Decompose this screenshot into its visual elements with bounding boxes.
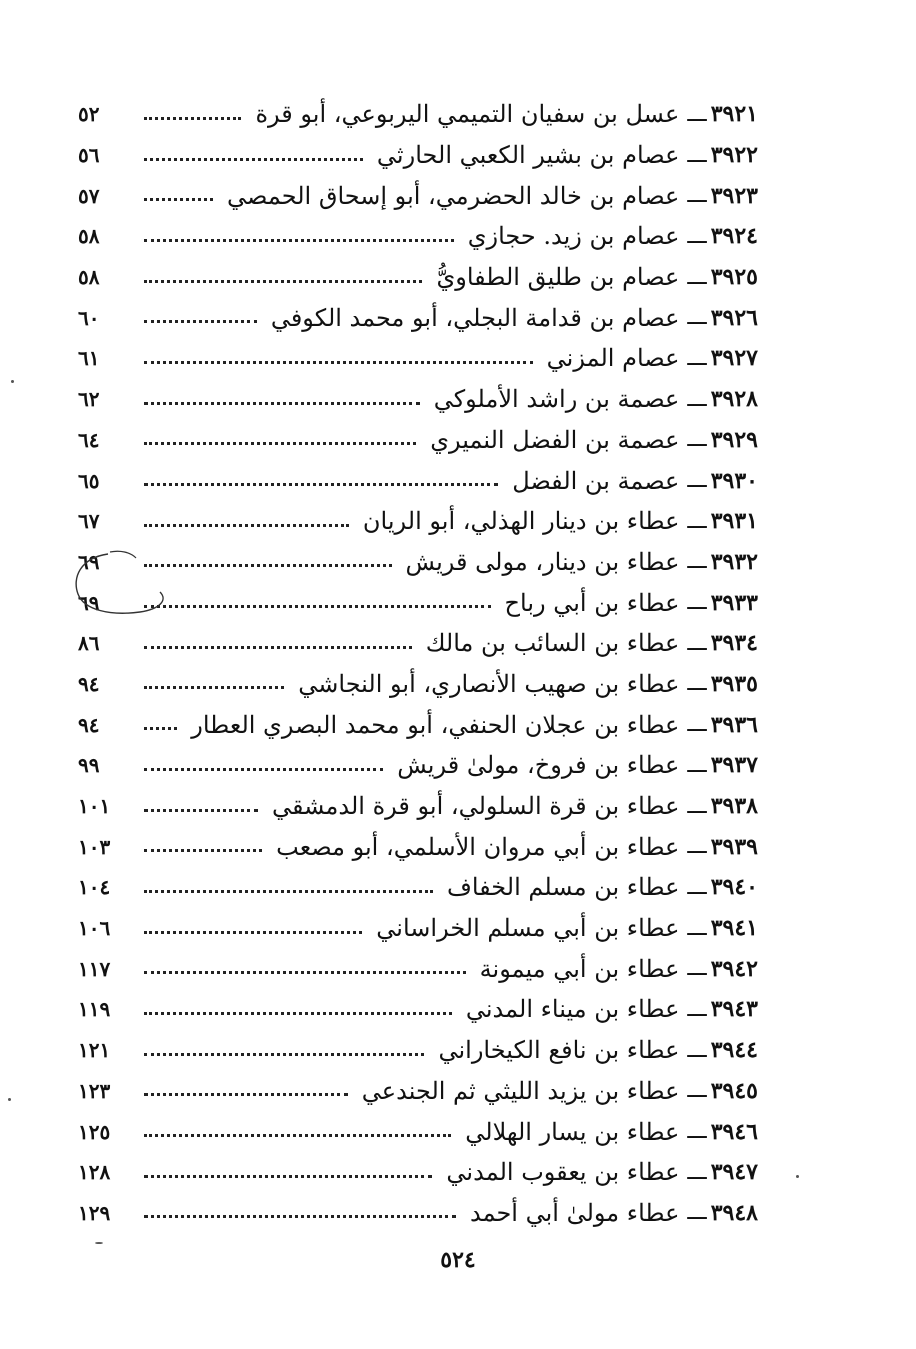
entry-page-number: ٩٩: [78, 753, 100, 778]
entry-dash: ـــ: [687, 834, 707, 860]
entry-dash: ـــ: [687, 386, 707, 412]
entry-dash: ـــ: [687, 752, 707, 778]
dot-leader: [144, 646, 412, 649]
entry-name: عصام المزني: [546, 344, 680, 373]
toc-entry: [78, 379, 758, 420]
dot-leader: [144, 971, 466, 974]
entry-dash: ـــ: [687, 630, 707, 656]
entry-page-number: ١٠٤: [78, 875, 111, 900]
entry-number: ٣٩٤٧: [710, 1159, 758, 1186]
entry-dash: ـــ: [687, 101, 707, 127]
dot-leader: [144, 117, 241, 120]
entry-page-number: ٩٤: [78, 671, 100, 696]
page-speck: [796, 1175, 799, 1178]
entry-dash: ـــ: [687, 915, 707, 941]
toc-entry: [78, 338, 758, 379]
toc-entry: [78, 786, 758, 827]
toc-entry: [78, 175, 758, 216]
toc-entry: [78, 745, 758, 786]
dot-leader: [144, 280, 422, 283]
dot-leader: [144, 198, 213, 201]
entry-dash: ـــ: [687, 956, 707, 982]
entry-name: عطاء بن أبي مسلم الخراساني: [376, 914, 680, 943]
toc-entry: [78, 582, 758, 623]
entry-number: ٣٩٣١: [710, 508, 758, 535]
entry-dash: ـــ: [687, 1078, 707, 1104]
toc-entry: [78, 1193, 758, 1234]
entry-name: عصام بن طليق الطفاويُّ: [436, 263, 680, 292]
entry-name: عصمة بن الفضل: [512, 466, 680, 495]
entry-number: ٣٩٤٥: [710, 1077, 758, 1104]
entry-name: عطاء بن فروخ، مولىٰ قريش: [397, 751, 680, 780]
toc-entry: [78, 297, 758, 338]
entry-page-number: ١٢١: [78, 1038, 111, 1063]
dot-leader: [144, 1215, 456, 1218]
entry-name: عطاء بن يزيد الليثي ثم الجندعي: [361, 1076, 680, 1105]
entry-page-number: ٩٤: [78, 712, 100, 737]
dot-leader: [144, 483, 498, 486]
entry-number: ٣٩٣٢: [710, 548, 758, 575]
entry-number: ٣٩٤٢: [710, 955, 758, 982]
toc-entry: [78, 1071, 758, 1112]
entry-number: ٣٩٣٠: [710, 467, 758, 494]
entry-name: عطاء بن قرة السلولي، أبو قرة الدمشقي: [271, 792, 680, 821]
entry-number: ٣٩٢٨: [710, 386, 758, 413]
entry-name: عصام بن خالد الحضرمي، أبو إسحاق الحمصي: [227, 181, 680, 210]
toc-entry: [78, 542, 758, 583]
entry-name: عطاء بن عجلان الحنفي، أبو محمد البصري العطار: [191, 710, 680, 739]
dot-leader: [144, 442, 416, 445]
dot-leader: [144, 1134, 451, 1137]
entry-name: عطاء بن يعقوب المدني: [446, 1158, 680, 1187]
entry-name: عطاء بن أبي مروان الأسلمي، أبو مصعب: [276, 832, 680, 861]
entry-name: عطاء مولىٰ أبي أحمد: [470, 1198, 680, 1227]
toc-entry: [78, 623, 758, 664]
entry-page-number: ١٠٣: [78, 834, 111, 859]
entry-page-number: ١٠١: [78, 794, 111, 819]
toc-entry: [78, 420, 758, 461]
toc-entry: [78, 460, 758, 501]
entry-number: ٣٩٤١: [710, 915, 758, 942]
entry-dash: ـــ: [687, 590, 707, 616]
entry-dash: ـــ: [687, 874, 707, 900]
entry-page-number: ١٢٩: [78, 1200, 111, 1225]
entry-dash: ـــ: [687, 671, 707, 697]
entry-page-number: ٦٥: [78, 468, 100, 493]
entry-number: ٣٩٤٨: [710, 1199, 758, 1226]
entry-page-number: ٦١: [78, 346, 100, 371]
entry-number: ٣٩٢٩: [710, 426, 758, 453]
toc-entry: [78, 135, 758, 176]
entry-dash: ـــ: [687, 264, 707, 290]
entry-page-number: ١٢٥: [78, 1119, 111, 1144]
entry-number: ٣٩٤٠: [710, 874, 758, 901]
entry-page-number: ٦٩: [78, 549, 100, 574]
page-number: ٥٢٤: [440, 1247, 476, 1273]
entry-dash: ـــ: [687, 1037, 707, 1063]
entry-number: ٣٩٤٤: [710, 1037, 758, 1064]
entry-number: ٣٩٢٤: [710, 223, 758, 250]
entry-page-number: ٥٨: [78, 224, 100, 249]
entry-page-number: ٥٧: [78, 183, 100, 208]
entry-page-number: ٦٢: [78, 387, 100, 412]
entry-name: عطاء بن ميناء المدني: [465, 995, 680, 1024]
entry-name: عطاء بن دينار الهذلي، أبو الريان: [362, 507, 680, 536]
entry-dash: ـــ: [687, 1119, 707, 1145]
entry-dash: ـــ: [687, 305, 707, 331]
dot-leader: [144, 524, 349, 527]
entry-dash: ـــ: [687, 427, 707, 453]
entry-number: ٣٩٣٤: [710, 630, 758, 657]
dot-leader: [144, 727, 177, 730]
entry-page-number: ٦٤: [78, 427, 100, 452]
dot-leader: [144, 686, 284, 689]
entry-number: ٣٩٢٣: [710, 182, 758, 209]
entry-number: ٣٩٣٩: [710, 833, 758, 860]
entry-page-number: ١٠٦: [78, 916, 111, 941]
dot-leader: [144, 768, 383, 771]
dot-leader: [144, 605, 491, 608]
entry-dash: ـــ: [687, 223, 707, 249]
entry-dash: ـــ: [687, 508, 707, 534]
entry-dash: ـــ: [687, 142, 707, 168]
entry-page-number: ٨٦: [78, 631, 100, 656]
entry-name: عطاء بن أبي ميمونة: [479, 954, 680, 983]
page-speck: [8, 1098, 11, 1101]
toc-entry: [78, 948, 758, 989]
dot-leader: [144, 1012, 452, 1015]
dot-leader: [144, 931, 362, 934]
entry-number: ٣٩٢٦: [710, 304, 758, 331]
toc-entry: [78, 257, 758, 298]
dot-leader: [144, 564, 392, 567]
dot-leader: [144, 809, 258, 812]
entry-page-number: ١١٩: [78, 997, 111, 1022]
entry-page-number: ١٢٣: [78, 1078, 111, 1103]
dot-leader: [144, 849, 262, 852]
entry-dash: ـــ: [687, 549, 707, 575]
entry-number: ٣٩٢٧: [710, 345, 758, 372]
entry-dash: ـــ: [687, 712, 707, 738]
entry-page-number: ١١٧: [78, 956, 111, 981]
entry-page-number: ٦٧: [78, 509, 100, 534]
entry-page-number: ٦٠: [78, 305, 100, 330]
toc-entry: [78, 867, 758, 908]
entry-dash: ـــ: [687, 1159, 707, 1185]
entry-number: ٣٩٣٥: [710, 670, 758, 697]
dot-leader: [144, 1175, 432, 1178]
dot-leader: [144, 402, 420, 405]
entry-name: عطاء بن دينار، مولى قريش: [405, 547, 680, 576]
toc-entry: [78, 501, 758, 542]
entry-name: عطاء بن أبي رباح: [504, 588, 680, 617]
entry-name: عصام بن قدامة البجلي، أبو محمد الكوفي: [270, 303, 680, 332]
toc-entry: [78, 216, 758, 257]
entry-number: ٣٩٢٢: [710, 142, 758, 169]
toc-entry: [78, 664, 758, 705]
dot-leader: [144, 158, 363, 161]
entry-name: عصمة بن الفضل النميري: [430, 425, 680, 454]
entry-dash: ـــ: [687, 1200, 707, 1226]
entry-name: عصمة بن راشد الأملوكي: [433, 385, 680, 414]
toc-entry: [78, 704, 758, 745]
entry-number: ٣٩٤٦: [710, 1118, 758, 1145]
entry-name: عطاء بن السائب بن مالك: [425, 629, 680, 658]
entry-dash: ـــ: [687, 996, 707, 1022]
entry-page-number: ٥٢: [78, 102, 100, 127]
entry-name: عطاء بن نافع الكيخاراني: [438, 1036, 680, 1065]
toc-entry: [78, 1111, 758, 1152]
entry-dash: ـــ: [687, 345, 707, 371]
toc-entry: [78, 94, 758, 135]
entry-page-number: ١٢٨: [78, 1160, 111, 1185]
dot-leader: [144, 1053, 424, 1056]
entry-name: عطاء بن صهيب الأنصاري، أبو النجاشي: [298, 669, 680, 698]
entry-dash: ـــ: [687, 793, 707, 819]
entry-number: ٣٩٢١: [710, 101, 758, 128]
entry-name: عطاء بن يسار الهلالي: [465, 1117, 680, 1146]
table-of-contents: [78, 94, 758, 1233]
dot-leader: [144, 320, 257, 323]
entry-number: ٣٩٣٨: [710, 793, 758, 820]
entry-name: عسل بن سفيان التميمي اليربوعي، أبو قرة: [255, 100, 680, 129]
entry-name: عصام بن بشير الكعبي الحارثي: [376, 141, 680, 170]
toc-entry: [78, 908, 758, 949]
dot-leader: [144, 890, 433, 893]
entry-page-number: ٦٩: [78, 590, 100, 615]
page-speck: [95, 1242, 103, 1244]
toc-entry: [78, 826, 758, 867]
dot-leader: [144, 1093, 348, 1096]
dot-leader: [144, 361, 533, 364]
entry-number: ٣٩٣٣: [710, 589, 758, 616]
entry-name: عطاء بن مسلم الخفاف: [446, 873, 680, 902]
dot-leader: [144, 239, 454, 242]
entry-number: ٣٩٣٦: [710, 711, 758, 738]
entry-dash: ـــ: [687, 468, 707, 494]
entry-page-number: ٥٨: [78, 265, 100, 290]
page-speck: [11, 380, 14, 383]
entry-number: ٣٩٤٣: [710, 996, 758, 1023]
entry-dash: ـــ: [687, 183, 707, 209]
toc-entry: [78, 1152, 758, 1193]
toc-entry: [78, 1030, 758, 1071]
entry-number: ٣٩٣٧: [710, 752, 758, 779]
entry-name: عصام بن زيد. حجازي: [467, 222, 680, 251]
toc-entry: [78, 989, 758, 1030]
entry-number: ٣٩٢٥: [710, 264, 758, 291]
entry-page-number: ٥٦: [78, 143, 100, 168]
